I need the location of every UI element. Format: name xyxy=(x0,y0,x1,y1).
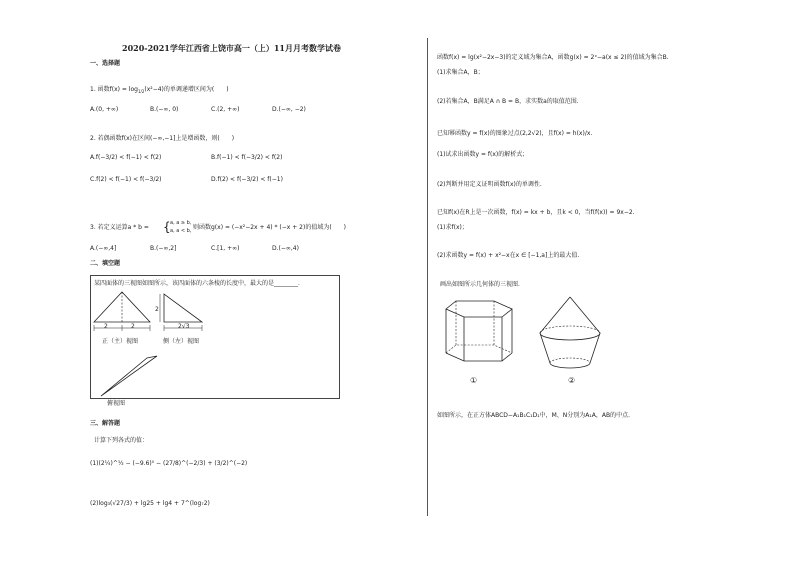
q3-option-c: C.[1, +∞) xyxy=(211,245,240,252)
q3-piece-1: a, a ≥ b, xyxy=(170,220,192,226)
q2-option-b: B.f(−1) < f(−3/2) < f(2) xyxy=(211,154,283,161)
q3-piece-2: a, a < b, xyxy=(170,228,192,234)
cone-base-back xyxy=(540,326,600,333)
cone-frustum-drawing xyxy=(536,293,606,375)
q1-option-b: B.(−∞, 0) xyxy=(150,106,179,113)
side-view-dim-height: 2 xyxy=(155,306,159,313)
q1-option-d: D.(−∞, −2) xyxy=(272,106,306,113)
figure-2-label: ② xyxy=(568,376,576,385)
q1-log-base: 1/2 xyxy=(137,89,145,95)
q-sets-stem: 函数f(x) = lg(x²−2x−3)的定义域为集合A，函数g(x) = 2ˣ−a(x ≤ 2)的值域为集合B. xyxy=(437,54,669,61)
q1-stem xyxy=(90,87,229,94)
calc-item-2: (2)log₃(√27/3) + lg25 + lg4 + 7^(log₇2) xyxy=(90,500,210,507)
top-view-label: 俯视图 xyxy=(107,400,126,407)
q3-option-d: D.(−∞,4) xyxy=(272,245,299,252)
q3-stem-tail: 则函数g(x) = (−x²−2x + 4) * (−x + 2)的值域为( ) xyxy=(193,224,347,231)
q-power-part-1: (1)试求出函数y = f(x)的解析式； xyxy=(437,151,529,158)
cone-base-front xyxy=(540,333,600,340)
q2-option-a: A.f(−3/2) < f(−1) < f(2) xyxy=(90,154,162,161)
side-view-label: 侧（左）视图 xyxy=(163,338,200,345)
hexagonal-prism-drawing xyxy=(440,295,520,375)
q2-option-d: D.f(2) < f(−3/2) < f(−1) xyxy=(211,176,283,183)
front-view-dim-left: 2 xyxy=(104,323,108,330)
calc-item-1: (1)(2¼)^½ − (−9.6)⁰ − (27/8)^(−2/3) + (3/2)^(−2) xyxy=(90,460,248,467)
figure-1-label: ① xyxy=(470,376,478,385)
q-power-stem: 已知幂函数y = f(x)的图象过点(2,2√2)，且f(x) = h(x)/x. xyxy=(437,130,593,137)
q-power-part-2: (2)判断并用定义证明函数f(x)的单调性. xyxy=(437,181,542,188)
side-view-dim-base: 2√3 xyxy=(178,323,190,330)
section-heading-choice: 一、选择题 xyxy=(90,60,121,67)
top-view-triangle xyxy=(101,356,157,396)
top-view-drawing xyxy=(95,352,165,400)
q3-stem-head: 3. 若定义运算a * b = xyxy=(90,224,149,231)
q-sets-part-1: (1)求集合A，B； xyxy=(437,69,484,76)
front-view-label: 正（主）视图 xyxy=(102,338,139,345)
q-solids-stem: 画出如图所示几何体的三视图. xyxy=(440,281,520,288)
side-view-triangle xyxy=(164,294,202,322)
q2-stem: 2. 若偶函数f(x)在区间(−∞,−1]上是增函数，则( ) xyxy=(90,135,235,142)
q1-stem-tail: (x²−4)的单调递增区间为( ) xyxy=(144,86,229,93)
q-cube-stem: 如图所示，在正方体ABCD−A₁B₁C₁D₁中，M、N分别为A₁A，AB的中点. xyxy=(437,412,631,419)
q-linear-stem: 已知f(x)在R上是一次函数，f(x) = kx + b，且k < 0，当f(f(x)) = 9x−2. xyxy=(437,209,635,216)
section-heading-fill: 二、填空题 xyxy=(90,260,121,267)
front-view-drawing xyxy=(88,290,158,340)
q-linear-part-1: (1)求f(x)； xyxy=(437,224,468,231)
q-sets-part-2: (2)若集合A，B满足A ∩ B = B，求实数a的取值范围. xyxy=(437,98,579,105)
front-view-dim-right: 2 xyxy=(131,323,135,330)
q1-option-c: C.(2, +∞) xyxy=(211,106,240,113)
column-divider xyxy=(427,38,428,516)
side-view-drawing xyxy=(152,290,212,340)
q2-option-c: C.f(2) < f(−1) < f(−3/2) xyxy=(90,176,162,183)
q1-option-a: A.(0, +∞) xyxy=(90,106,119,113)
q3-option-a: A.(−∞,4] xyxy=(90,245,117,252)
section-heading-solution: 三、解答题 xyxy=(90,420,121,427)
frustum-bottom-back xyxy=(550,358,590,363)
q3-option-b: B.(−∞,2] xyxy=(150,245,177,252)
q3-piecewise-brace: { xyxy=(163,220,171,234)
page-title: 2020-2021学年江西省上饶市高一（上）11月月考数学试卷 xyxy=(122,43,341,53)
q3-stem xyxy=(90,225,149,231)
q-linear-part-2: (2)求函数y = f(x) + x²−x在x ∈ [−1,a]上的最大值. xyxy=(437,252,580,259)
q1-stem-head: 1. 函数f(x) = log xyxy=(90,86,138,93)
calc-stem: 计算下列各式的值： xyxy=(94,437,149,444)
frustum-bottom-front xyxy=(550,363,590,368)
fill-question-stem: 某四面体的三视图如图所示，该四面体的六条棱的长度中，最大的是________． xyxy=(94,280,305,287)
